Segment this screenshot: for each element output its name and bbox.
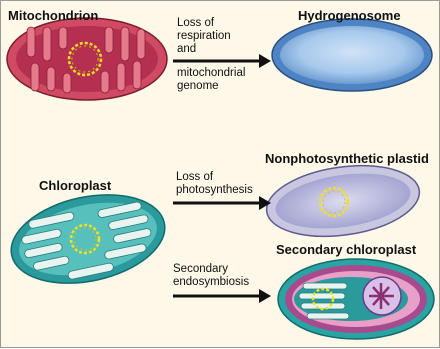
hydrogenosome-label: Hydrogenosome — [298, 8, 401, 23]
note-line: Loss of — [176, 171, 214, 183]
note-line: respiration — [177, 30, 231, 42]
loss-of-photosynthesis-note — [176, 171, 253, 197]
arrow-loss-of-respiration — [173, 54, 271, 68]
arrow-loss-of-photosynthesis — [173, 196, 271, 210]
nonphotosynthetic-plastid-organelle — [262, 157, 424, 246]
arrow-secondary-endosymbiosis — [173, 289, 271, 303]
chloroplast-organelle — [3, 182, 173, 297]
loss-of-respiration-note — [177, 17, 231, 56]
note-line: endosymbiosis — [173, 276, 250, 288]
mitochondrion-organelle — [7, 18, 167, 100]
note-line: genome — [177, 80, 219, 92]
secondary-endosymbiosis-note — [173, 263, 249, 289]
mitochondrial-genome-note — [177, 67, 245, 93]
note-line: photosynthesis — [176, 184, 253, 196]
hydrogenosome-organelle — [272, 19, 432, 91]
nonphotosynthetic-plastid-label: Nonphotosynthetic plastid — [265, 151, 429, 166]
chloroplast-label: Chloroplast — [39, 178, 112, 193]
note-line: mitochondrial — [177, 67, 246, 79]
note-line: Secondary — [173, 263, 228, 275]
mitochondrion-label: Mitochondrion — [8, 8, 99, 23]
secondary-chloroplast-label: Secondary chloroplast — [276, 242, 417, 257]
note-line: Loss of — [177, 17, 215, 29]
note-line: and — [177, 43, 197, 55]
secondary-chloroplast-organelle — [278, 259, 434, 339]
